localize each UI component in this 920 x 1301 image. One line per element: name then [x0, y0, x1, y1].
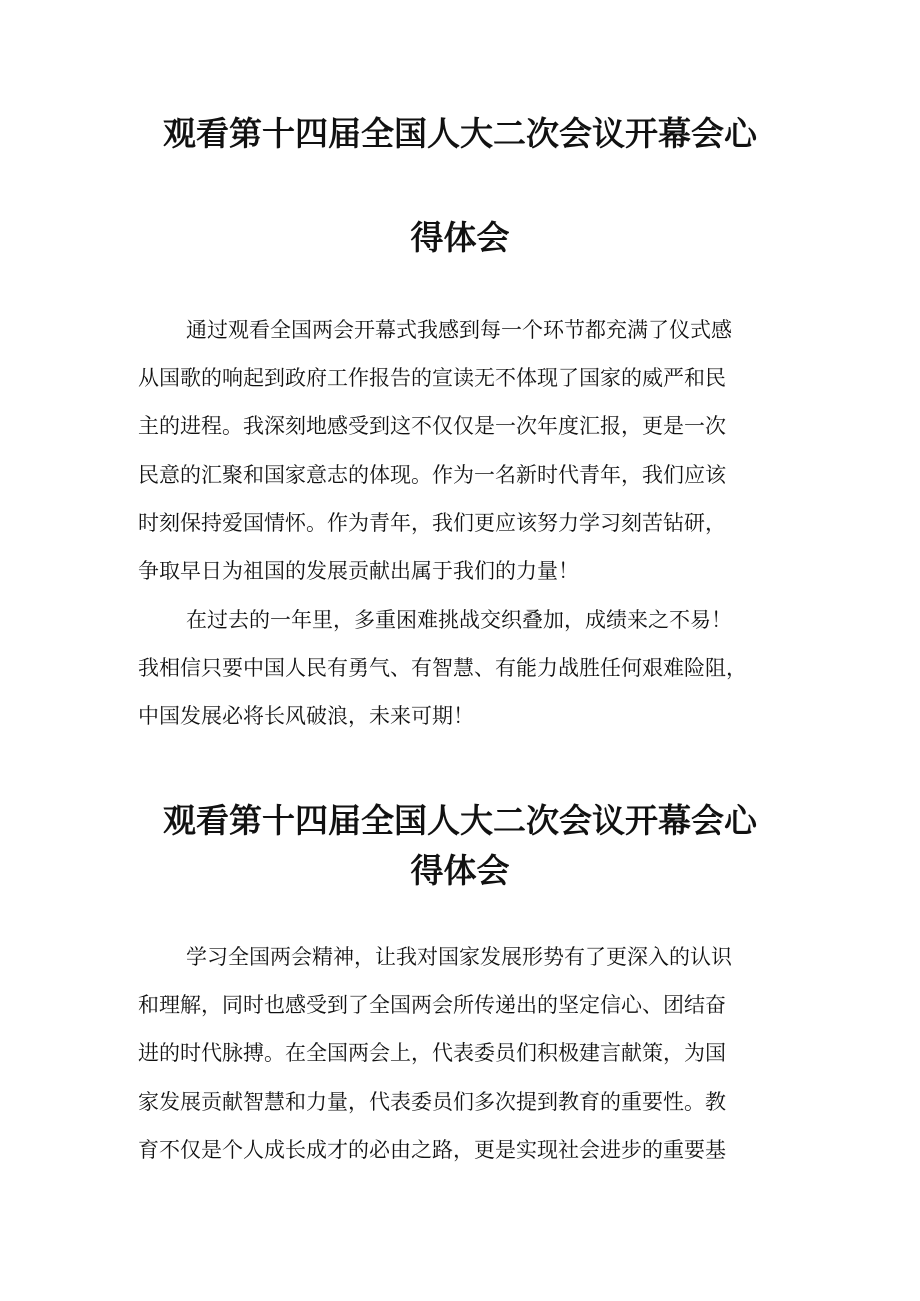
section2-title-line1: 观看第十四届全国人大二次会议开幕会心 — [163, 801, 757, 840]
paragraph-line: 在过去的一年里，多重困难挑战交织叠加，成绩来之不易！ — [186, 608, 732, 632]
paragraph-line: 和理解，同时也感受到了全国两会所传递出的坚定信心、团结奋 — [138, 993, 726, 1017]
section2-title-line2: 得体会 — [410, 851, 510, 890]
paragraph-line: 争取早日为祖国的发展贡献出属于我们的力量！ — [138, 559, 579, 583]
paragraph-line: 学习全国两会精神，让我对国家发展形势有了更深入的认识 — [186, 945, 732, 969]
paragraph-line: 从国歌的响起到政府工作报告的宣读无不体现了国家的威严和民 — [138, 366, 726, 390]
section1-title-line1: 观看第十四届全国人大二次会议开幕会心 — [163, 114, 757, 153]
section1-title-line2: 得体会 — [410, 218, 510, 257]
paragraph-line: 民意的汇聚和国家意志的体现。作为一名新时代青年，我们应该 — [138, 463, 726, 487]
paragraph-line: 育不仅是个人成长成才的必由之路，更是实现社会进步的重要基 — [138, 1138, 726, 1162]
paragraph-line: 通过观看全国两会开幕式我感到每一个环节都充满了仪式感 — [186, 318, 732, 342]
paragraph-line: 进的时代脉搏。在全国两会上，代表委员们积极建言献策，为国 — [138, 1041, 726, 1065]
paragraph-line: 家发展贡献智慧和力量，代表委员们多次提到教育的重要性。教 — [138, 1090, 726, 1114]
paragraph-line: 主的进程。我深刻地感受到这不仅仅是一次年度汇报，更是一次 — [138, 414, 726, 438]
paragraph-line: 时刻保持爱国情怀。作为青年，我们更应该努力学习刻苦钻研， — [138, 511, 726, 535]
paragraph-line: 中国发展必将长风破浪，未来可期！ — [138, 704, 474, 728]
paragraph-line: 我相信只要中国人民有勇气、有智慧、有能力战胜任何艰难险阻， — [138, 656, 747, 680]
